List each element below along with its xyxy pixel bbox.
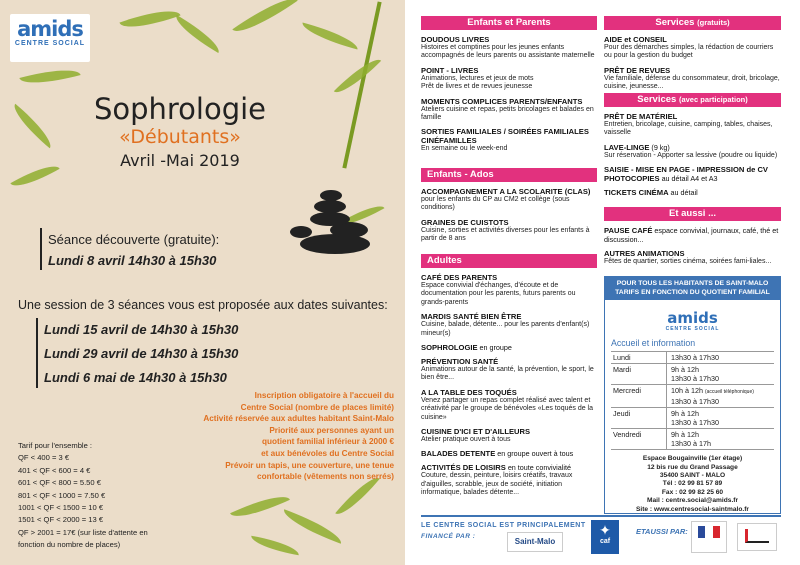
info-box (604, 276, 781, 514)
zen-stones-icon (290, 186, 380, 256)
item-desc: Cuisine, balade, détente... pour les parents d'enfant(s) mineur(s) (421, 321, 590, 337)
item-title: CUISINE D'ICI ET D'AILLEURS (421, 427, 531, 437)
hours-day: Lundi (611, 352, 667, 363)
tarif-line: 401 < QF < 600 = 4 € (18, 465, 91, 475)
services-participation-section (604, 93, 781, 197)
hours-note: (accueil téléphonique) (704, 389, 754, 396)
item-title: POINT - LIVRES (421, 65, 479, 75)
item-inline: espace convivial, journaux, café, thé et discussion... (604, 226, 779, 244)
item-title: AUTRES ANIMATIONS (604, 249, 685, 258)
hours-day: Mercredi (611, 385, 667, 407)
item-title: PRÉVENTION SANTÉ (421, 357, 499, 367)
page-title: Sophrologie (93, 92, 267, 126)
hours-time: 9h à 12h (671, 365, 699, 375)
list-item (604, 249, 781, 266)
tarif-line: fonction du nombre de places) (18, 540, 121, 550)
services-gratuits-section (604, 16, 781, 92)
list-item (604, 112, 781, 138)
decouverte-label: Séance découverte (gratuite): (48, 232, 220, 247)
item-title: BALADES DETENTE (421, 449, 496, 459)
list-item (604, 226, 781, 244)
list-item (604, 35, 781, 61)
inscription-line: Activité réservée aux adultes habitant Saint-Malo (203, 414, 394, 424)
list-item (421, 66, 597, 92)
session-intro: Une session de 3 séances vous est proposée aux dates suivantes: (18, 298, 388, 312)
list-item (421, 218, 597, 244)
item-inline: (9 kg) (651, 142, 670, 152)
list-item (421, 97, 597, 123)
footer-line: LE CENTRE SOCIAL EST PRINCIPALEMENT (421, 522, 586, 529)
bamboo-leaf-icon (280, 509, 346, 543)
item-title: DOUDOUS LIVRES (421, 35, 490, 44)
decouverte-bar (40, 228, 42, 270)
item-title: SOPHROLOGIE (421, 343, 478, 353)
item-title: PRÊT DE MATÉRIEL (604, 112, 678, 121)
item-inline: en groupe ouvert à tous (497, 449, 574, 459)
item-title: MARDIS SANTÉ BIEN ÊTRE (421, 312, 522, 322)
hours-row (611, 364, 774, 385)
list-item (604, 165, 781, 183)
list-item (421, 273, 597, 307)
enfants-parents-section (421, 16, 597, 154)
hours-time: 13h30 à 17h30 (671, 418, 719, 428)
item-desc: Animations, lectures et jeux de mots Prêt de livres et de revues jeunesse (421, 74, 534, 91)
list-item (604, 143, 781, 160)
logo-sub-text: CENTRE SOCIAL (665, 326, 720, 333)
list-item (421, 463, 597, 497)
enfants-ados-section (421, 168, 597, 244)
inscription-line: quotient familial inférieur à 2000 € (262, 437, 394, 447)
bamboo-leaf-icon (171, 15, 225, 53)
section-header (604, 16, 781, 30)
caf-figure-icon: ✦ (599, 522, 611, 538)
item-desc: Pour des démarches simples, la rédaction de courriers ou pour la gestion du budget (604, 44, 774, 60)
bamboo-leaf-icon (230, 488, 290, 525)
item-title: PRÊT DE REVUES (604, 65, 671, 75)
session-date: Lundi 6 mai de 14h30 à 15h30 (44, 370, 227, 385)
item-inline: au détail A4 et A3 (661, 174, 718, 184)
item-title: CAFÉ DES PARENTS (421, 273, 498, 282)
session-date: Lundi 15 avril de 14h30 à 15h30 (44, 322, 239, 337)
tarif-line: 1001 < QF < 1500 = 10 € (18, 503, 104, 513)
decouverte-date: Lundi 8 avril 14h30 à 15h30 (48, 253, 217, 268)
section-header: Enfants et Parents (421, 16, 597, 30)
session-bar (36, 318, 38, 388)
period-dates: Avril -Mai 2019 (120, 151, 240, 170)
item-desc: Fêtes de quartier, sorties cinéma, soirées fami-liales... (604, 258, 772, 265)
item-inline: en groupe (479, 343, 512, 353)
amids-logo (605, 310, 780, 332)
section-header-note: (gratuits) (697, 18, 730, 27)
list-item (421, 343, 597, 352)
accueil-title: Accueil et information (611, 338, 696, 349)
caf-logo-text: caf (599, 538, 611, 545)
section-header-title: Services (655, 17, 695, 28)
address-line: 12 bis rue du Grand Passage (647, 463, 738, 471)
bamboo-leaf-icon (249, 536, 300, 556)
item-desc: Couture, dessin, peinture, loisirs créatifs, travaux d'aiguilles, scrabble, jeux de société, initiation informatique, balades détente... (421, 472, 573, 497)
list-item (421, 388, 597, 422)
bamboo-leaf-icon (8, 104, 58, 149)
inscription-line: Priorité aux personnes ayant un (269, 425, 394, 435)
inscription-notice (198, 390, 394, 483)
bamboo-leaf-icon (10, 158, 59, 193)
tarif-line: Tarif pour l'ensemble : (18, 441, 93, 450)
section-header (604, 93, 781, 107)
hours-day: Mardi (611, 364, 667, 384)
item-title: PHOTOCOPIES (604, 174, 660, 184)
item-desc: Espace convivial d'échanges, d'écoute et de documentation pour les parents, futurs parents ou grands-parents (421, 282, 576, 306)
hours-row (611, 429, 774, 450)
caf-logo (591, 520, 619, 554)
item-title: GRAINES DE CUISTOTS (421, 217, 509, 227)
adultes-section (421, 254, 597, 498)
logo-main-text: amids (667, 309, 718, 328)
item-desc: Cuisine, sorties et activités diverses pour les enfants à partir de 8 ans (421, 226, 590, 243)
address-line: 35400 SAINT - MALO (659, 472, 726, 479)
hours-row (611, 385, 774, 408)
list-item (421, 187, 597, 213)
item-title: ACCOMPAGNEMENT A LA SCOLARITE (CLAS) (421, 187, 591, 196)
funding-footer (421, 515, 781, 557)
item-title: MOMENTS COMPLICES PARENTS/ENFANTS (421, 96, 583, 106)
bamboo-leaf-icon (119, 2, 180, 36)
info-header-line: POUR TOUS LES HABITANTS DE SAINT-MALO (616, 280, 769, 287)
tarif-line: 801 < QF < 1000 = 7.50 € (18, 490, 106, 500)
item-title: A LA TABLE DES TOQUÉS (421, 387, 517, 397)
hours-time: 13h30 à 17h (671, 439, 711, 449)
list-item (421, 449, 597, 458)
bamboo-leaf-icon (19, 62, 80, 90)
logo-sub-text: CENTRE SOCIAL (14, 40, 86, 47)
item-title: PAUSE CAFÉ (604, 226, 653, 235)
item-title: TICKETS CINÉMA (604, 188, 669, 198)
item-desc: Animations autour de la santé, la prévention, le sport, le bien être... (421, 366, 594, 382)
et-aussi-section (604, 207, 781, 266)
section-header-note: (avec participation) (678, 95, 748, 104)
item-title: SAISIE - MISE EN PAGE - IMPRESSION de CV (604, 165, 768, 175)
bamboo-leaf-icon (232, 0, 297, 41)
item-desc: Vie familiale, défense du consommateur, droit, bricolage, cuisine, jeunesse... (604, 74, 780, 91)
info-header (605, 277, 780, 300)
item-inline: au détail (670, 188, 698, 198)
tarif-line: 601 < QF < 800 = 5.50 € (18, 478, 101, 488)
list-item (604, 66, 781, 92)
hours-time: 13h30 à 17h30 (671, 353, 719, 363)
item-title: ACTIVITÉS DE LOISIRS (421, 463, 506, 473)
tarif-line: QF < 400 = 3 € (18, 453, 70, 463)
item-desc: Venez partager un repas complet réalisé avec talent et créativité par le groupe de bénévoles «Les toqués de la cuisine» (421, 396, 594, 421)
saint-malo-logo: Saint-Malo (507, 532, 563, 552)
item-title: LAVE-LINGE (604, 142, 650, 152)
hours-row (611, 352, 774, 364)
item-desc: Ateliers cuisine et repas, petits bricolages et balades en famille (421, 105, 594, 122)
etat-label: ETAUSSI PAR: (636, 527, 688, 536)
hours-time: 9h à 12h (671, 409, 699, 419)
inscription-line: Prévoir un tapis, une couverture, une tenue (225, 460, 394, 470)
session-date: Lundi 29 avril de 14h30 à 15h30 (44, 346, 239, 361)
logo-main-text: amids (17, 17, 83, 41)
item-title: SORTIES FAMILIALES / SOIRÉES FAMILIALES CINÉFAMILLES (421, 127, 589, 146)
list-item (604, 188, 781, 197)
item-desc: pour les enfants du CP au CM2 et collège (sous conditions) (421, 196, 570, 212)
address-block (605, 455, 780, 514)
item-inline: en toute convivialité (507, 463, 571, 473)
inscription-line: Centre Social (nombre de places limité) (240, 402, 394, 412)
tarifs-list (18, 440, 188, 552)
hours-row (611, 408, 774, 429)
hours-day: Vendredi (611, 429, 667, 449)
hours-time: 10h à 12h (671, 386, 703, 396)
address-line: Espace Bougainville (1er étage) (642, 455, 743, 463)
inscription-line: et aux bénévoles du Centre Social (261, 448, 394, 458)
departement-logo (737, 523, 777, 551)
tarif-line: QF > 2001 = 17€ (sur liste d'attente en (18, 527, 148, 537)
item-desc: En semaine ou le week-end (421, 145, 508, 153)
hours-day: Jeudi (611, 408, 667, 428)
list-item (421, 312, 597, 338)
amids-logo (10, 14, 90, 62)
opening-hours-table (611, 351, 774, 450)
bamboo-leaf-icon (299, 22, 360, 49)
inscription-line: confortable (vêtements non serrés) (257, 472, 394, 482)
list-item (421, 35, 597, 61)
item-desc: Sur réservation - Apporter sa lessive (poudre ou liquide) (604, 151, 778, 159)
address-line: Fax : 02 99 82 25 60 (661, 488, 724, 496)
list-item (421, 427, 597, 444)
hours-time: 13h30 à 17h30 (671, 397, 719, 407)
website-link[interactable]: Site : www.centresocial-saintmalo.fr (636, 505, 749, 513)
item-title: AIDE et CONSEIL (604, 35, 667, 44)
item-desc: Atelier pratique ouvert à tous (421, 436, 511, 444)
section-header: Adultes (421, 254, 597, 268)
list-item (421, 357, 597, 383)
hours-time: 13h30 à 17h30 (671, 374, 719, 384)
item-desc: Histoires et comptines pour les jeunes enfants accompagnés de leurs parents ou assistante maternelle (421, 44, 595, 60)
page-subtitle: «Débutants» (119, 126, 241, 148)
email-link[interactable]: Mail : centre.social@amids.fr (646, 497, 739, 505)
tarif-line: 1501 < QF < 2000 = 13 € (18, 515, 104, 525)
section-header: Et aussi ... (604, 207, 781, 221)
section-header: Enfants - Ados (421, 168, 597, 182)
footer-line: FINANCÉ PAR : (421, 533, 476, 540)
list-item (421, 127, 597, 153)
info-header-line: TARIFS EN FONCTION DU QUOTIENT FAMILIAL (615, 288, 770, 296)
address-line: Tél : 02 99 81 57 89 (662, 480, 723, 488)
hours-time: 9h à 12h (671, 430, 699, 440)
section-header-title: Services (637, 94, 677, 105)
inscription-line: Inscription obligatoire à l'accueil du (254, 391, 394, 400)
republique-francaise-logo (691, 521, 727, 553)
item-desc: Entretien, bricolage, cuisine, camping, tables, chaises, vaisselle (604, 121, 773, 137)
